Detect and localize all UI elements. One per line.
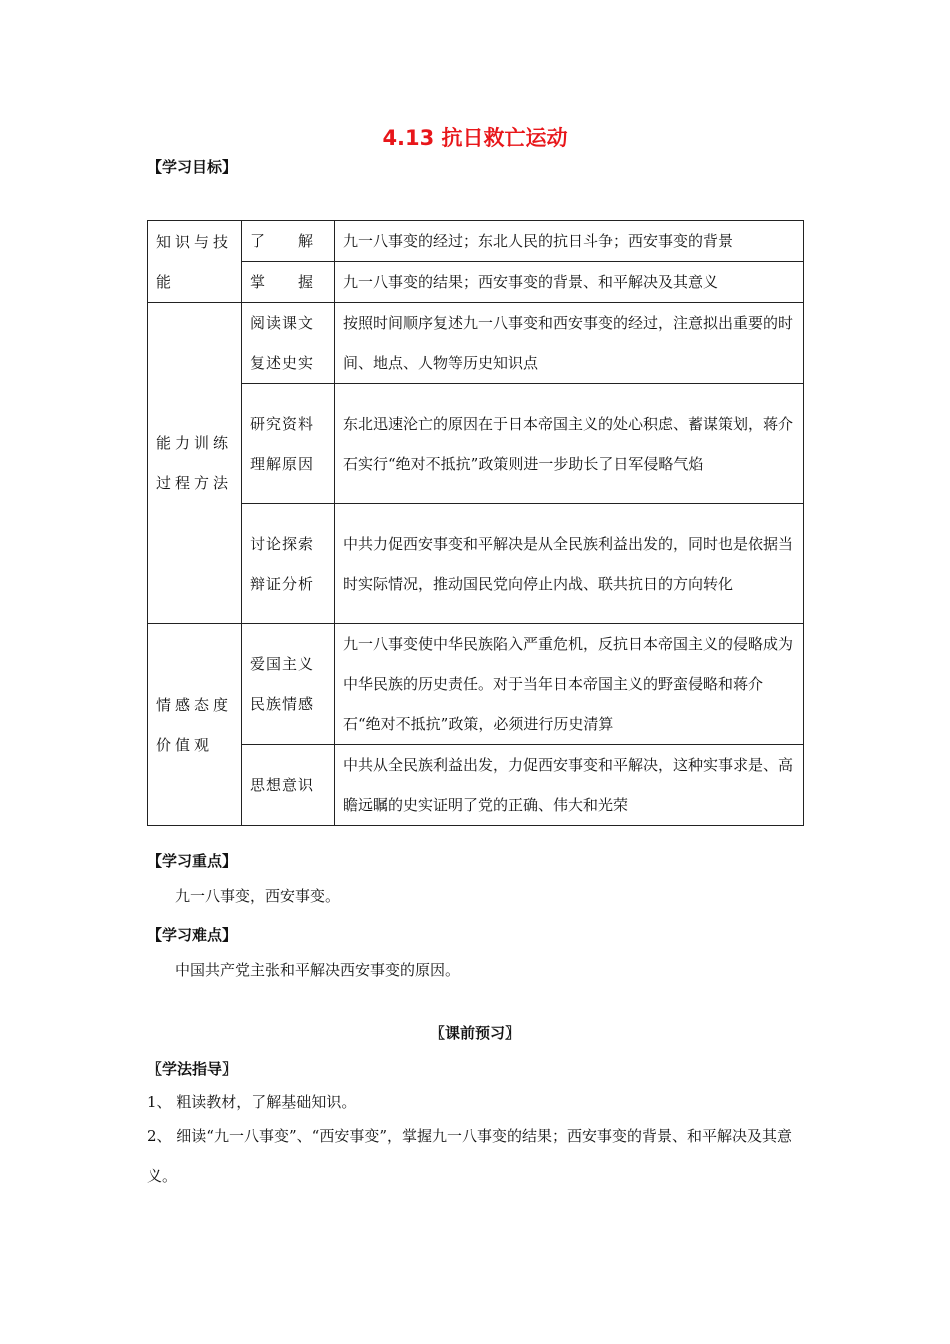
content-cell: 中共从全民族利益出发，力促西安事变和平解决，这种实事求是、高瞻远瞩的史实证明了党的正确、伟大和光荣	[335, 745, 804, 826]
page-title: 4.13 抗日救亡运动	[382, 126, 568, 150]
objectives-table	[147, 220, 804, 826]
list-item: 1、 粗读教材，了解基础知识。	[147, 1093, 357, 1111]
sub-reading: 阅读课文复述史实	[242, 303, 335, 384]
category-ability: 能力训练过程方法	[148, 303, 242, 624]
goals-heading: 【学习目标】	[147, 158, 238, 176]
content-cell: 九一八事变的结果；西安事变的背景、和平解决及其意义	[335, 262, 804, 303]
content-cell: 九一八事变的经过；东北人民的抗日斗争；西安事变的背景	[335, 221, 804, 262]
content-cell: 按照时间顺序复述九一八事变和西安事变的经过，注意拟出重要的时间、地点、人物等历史知识点	[335, 303, 804, 384]
category-emotion: 情感态度价值观	[148, 624, 242, 826]
table-row	[148, 504, 804, 624]
table-row	[148, 221, 804, 262]
content-cell: 东北迅速沦亡的原因在于日本帝国主义的处心积虑、蓄谋策划，蒋介石实行“绝对不抵抗”政策则进一步助长了日军侵略气焰	[335, 384, 804, 504]
content-cell: 中共力促西安事变和平解决是从全民族利益出发的，同时也是依据当时实际情况，推动国民党向停止内战、联共抗日的方向转化	[335, 504, 804, 624]
sub-patriotism: 爱国主义民族情感	[242, 624, 335, 745]
key-heading: 【学习重点】	[147, 852, 238, 870]
list-item: 2、 细读“九一八事变”、“西安事变”，掌握九一八事变的结果；西安事变的背景、和平解决及其意义。	[147, 1127, 792, 1185]
table-row	[148, 745, 804, 826]
table-row	[148, 262, 804, 303]
sub-discuss: 讨论探索辩证分析	[242, 504, 335, 624]
table-row	[148, 384, 804, 504]
sub-master: 掌 握	[242, 262, 335, 303]
content-cell: 九一八事变使中华民族陷入严重危机，反抗日本帝国主义的侵略成为中华民族的历史责任。对于当年日本帝国主义的野蛮侵略和蒋介石“绝对不抵抗”政策，必须进行历史清算	[335, 624, 804, 745]
difficulty-text: 中国共产党主张和平解决西安事变的原因。	[175, 961, 461, 979]
key-text: 九一八事变，西安事变。	[175, 887, 341, 905]
sub-research: 研究资料理解原因	[242, 384, 335, 504]
table-row	[148, 624, 804, 745]
category-knowledge: 知识与技能	[148, 221, 242, 303]
method-heading: 〖学法指导〗	[147, 1060, 238, 1078]
preview-heading: 〖课前预习〗	[429, 1024, 520, 1042]
difficulty-heading: 【学习难点】	[147, 926, 238, 944]
table-row	[148, 303, 804, 384]
sub-understand: 了 解	[242, 221, 335, 262]
sub-thought: 思想意识	[242, 745, 335, 826]
